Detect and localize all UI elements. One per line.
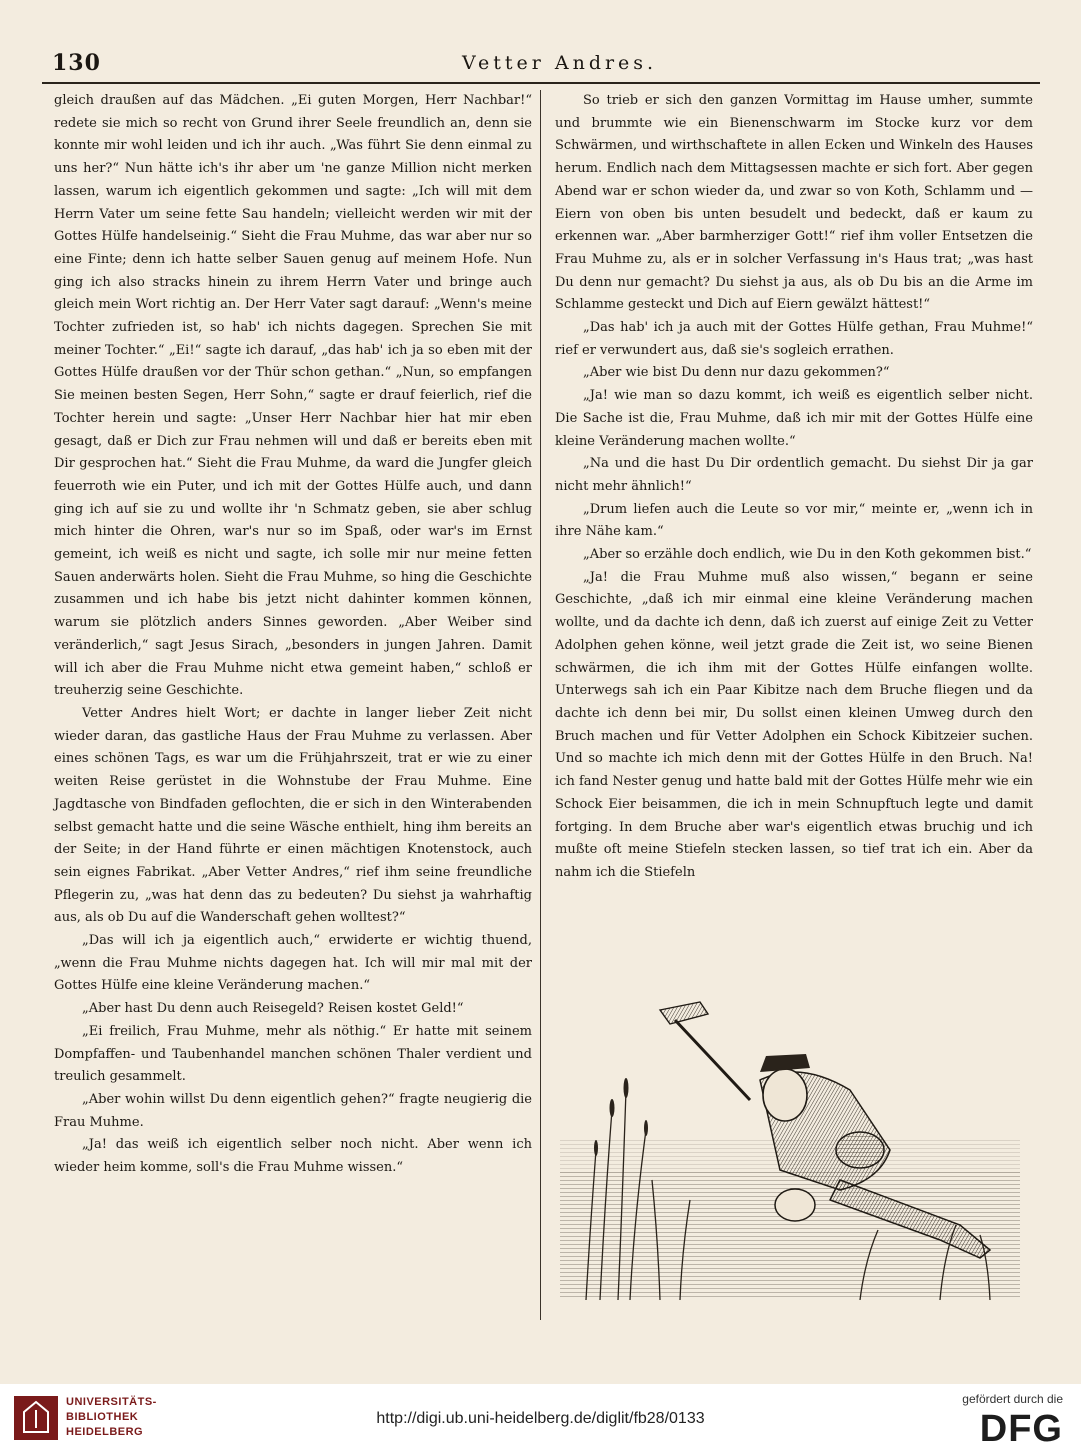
woodcut-illustration [560, 1000, 1020, 1300]
paragraph: „Ei freilich, Frau Muhme, mehr als nöthig.“ Er hatte mit seinem Dompfaffen- und Taubenhandel manchen schönen Thaler verdient und treulich gesammelt. [54, 1023, 532, 1085]
paragraph: „Das hab' ich ja auch mit der Gottes Hülfe gethan, Frau Muhme!“ rief er verwundert aus, daß sie's sogleich errathen. [555, 320, 1033, 358]
dfg-logo: DFG [979, 1408, 1063, 1450]
running-title: Vetter Andres. [462, 52, 658, 74]
header-rule [42, 82, 1040, 84]
institution-line: BIBLIOTHEK [66, 1411, 139, 1423]
paragraph: „Ja! die Frau Muhme muß also wissen,“ begann er seine Geschichte, „daß ich mir einmal eine kleine Veränderung machen wollte, und da dachte ich denn, daß ich zuerst auf einige Zeit zu Vetter Adolphen gehen könne, weil jetzt grade die Zeit ist, wo seine Bienen schwärmen, die ich ihm mit der Gottes Hülfe einfangen wollte. Unterwegs sah ich ein Paar Kibitze nach dem Bruche fliegen und da dachte ich denn bei mir, Du sollst einen kleinen Umweg durch den Bruch machen und für Vetter Adolphen ein Schock Kibitzeier suchen. Und so machte ich mich denn mit der Gottes Hülfe in den Bruch. Na! ich fand Nester genug und hatte bald mit der Gottes Hülfe mehr wie ein Schock Eier beisammen, die ich in mein Schnupftuch legte und damit fortging. In dem Bruche aber war's eigentlich etwas bruchig und ich mußte oft meine Stiefeln stecken lassen, so tief trat ich ein. Aber da nahm ich die Stiefeln [555, 569, 1033, 880]
library-footer [0, 1384, 1081, 1454]
page-number: 130 [52, 50, 101, 76]
paragraph: „Aber so erzähle doch endlich, wie Du in den Koth gekommen bist.“ [583, 547, 1032, 563]
column-divider [540, 90, 541, 1320]
left-column [54, 90, 532, 1180]
page-header [42, 44, 1042, 84]
paragraph: „Aber wie bist Du denn nur dazu gekommen?“ [583, 365, 890, 381]
right-column [555, 90, 1033, 885]
paragraph: gleich draußen auf das Mädchen. „Ei guten Morgen, Herr Nachbar!“ redete sie mich so recht von Grund ihrer Seele freundlich an, denn sie konnte mir wohl leiden und ich ihr auch. „Was führt Sie denn einmal zu uns her?“ Nun hätte ich's ihr aber um 'ne ganze Million nicht merken lassen, warum ich eigentlich gekommen und sagte: „Ich will mit dem Herrn Vater um seine fette Sau handeln; vielleicht werden wir mit der Gottes Hülfe handelseinig.“ Sieht die Frau Muhme, das war aber nur so eine Finte; denn ich hatte selber Sauen genug auf meinem Hofe. Nun ging ich also stracks hinein zu ihrem Herrn Vater und bringe auch gleich mein Wort richtig an. Der Herr Vater sagt darauf: „Wenn's meine Tochter zufrieden ist, so hab' ich nichts dagegen. Sprechen Sie mit meiner Tochter.“ „Ei!“ sagte ich darauf, „das hab' ich ja so eben mit der Gottes Hülfe draußen vor der Thür schon gethan.“ „Nun, so empfangen Sie meinen besten Segen, Herr Sohn,“ sagte er drauf feierlich, rief die Tochter herein und sagte: „Unser Herr Nachbar hier hat mir eben gesagt, daß er Dich zur Frau nehmen will und daß er bereits eben mit Dir gesprochen hat.“ Sieht die Frau Muhme, da ward die Jungfer gleich feuerroth wie ein Puter, und ich mit der Gottes Hülfe auch, und dann ging ich auf sie zu und wollte ihr 'n Schmatz geben, sie aber schlug mich hinter die Ohren, war's nur so im Spaß, oder war's im Ernst gemeint, ich weiß es nicht und sagte, ich solle mir nur meine fetten Sauen anderwärts holen. Sieht die Frau Muhme, so hing die Geschichte zusammen und ich habe bis jetzt nicht dahinter kommen können, warum sie plötzlich anders Sinnes geworden. „Aber Weiber sind veränderlich,“ sagt Jesus Sirach, „besonders in jungen Jahren. Damit will ich aber die Frau Muhme nicht etwa gemeint haben,“ schloß er treuherzig seine Geschichte. [54, 93, 532, 699]
paragraph: Vetter Andres hielt Wort; er dachte in langer lieber Zeit nicht wieder daran, das gastliche Haus der Frau Muhme zu verlassen. Aber eines schönen Tags, es war um die Frühjahrszeit, trat er wie zu einer weiten Reise gerüstet in die Wohnstube der Frau Muhme. Eine Jagdtasche von Bindfaden geflochten, die er sich in den Winterabenden selbst gemacht hatte und die seine Wäsche enthielt, hing ihm bereits an der Seite; in der Hand führte er einen mächtigen Knotenstock, auch sein eignes Fabrikat. „Aber Vetter Andres,“ rief ihm seine freundliche Pflegerin zu, „was hat denn das zu bedeuten? Du siehst ja wahrhaftig aus, als ob Du auf die Wanderschaft gehen wolltest?“ [54, 705, 532, 926]
paragraph: „Ja! das weiß ich eigentlich selber noch nicht. Aber wenn ich wieder heim komme, soll's die Frau Muhme wissen.“ [54, 1137, 532, 1176]
paragraph: „Ja! wie man so dazu kommt, ich weiß es eigentlich selber nicht. Die Sache ist die, Frau Muhme, daß ich mir mit der Gottes Hülfe eine kleine Veränderung machen wollte.“ [555, 388, 1033, 449]
paragraph: „Aber wohin willst Du denn eigentlich gehen?“ fragte neugierig die Frau Muhme. [54, 1091, 532, 1130]
paragraph: „Drum liefen auch die Leute so vor mir,“ meinte er, „wenn ich in ihre Nähe kam.“ [555, 501, 1033, 540]
document-url-link[interactable]: http://digi.ub.uni-heidelberg.de/diglit/fb28/0133 [376, 1410, 705, 1427]
paragraph: „Aber hast Du denn auch Reisegeld? Reisen kostet Geld!“ [82, 1001, 464, 1017]
institution-line: UNIVERSITÄTS- [66, 1396, 157, 1408]
paragraph: „Na und die hast Du Dir ordentlich gemacht. Du siehst Dir ja gar nicht mehr ähnlich!“ [555, 456, 1033, 494]
paragraph: So trieb er sich den ganzen Vormittag im Hause umher, summte und brummte wie ein Bienenschwarm im Stocke kurz vor dem Schwärmen, und wirthschaftete in allen Ecken und Winkeln des Hauses herum. Endlich nach dem Mittagsessen machte er sich fort. Aber gegen Abend war er schon wieder da, und zwar so von Koth, Schlamm und — Eiern von oben bis unten besudelt und bedeckt, daß er kaum zu erkennen war. „Aber barmherziger Gott!“ rief ihm voller Entsetzen die Frau Muhme zu, als er in solcher Verfassung in's Haus trat; „was hast Du denn nur gemacht? Du siehst ja aus, als ob Du bis an die Arme im Schlamme gesteckt und Dich auf Eiern gewälzt hättest!“ [555, 93, 1033, 313]
institution-line: HEIDELBERG [66, 1426, 144, 1438]
paragraph: „Das will ich ja eigentlich auch,“ erwiderte er wichtig thuend, „wenn die Frau Muhme nichts dagegen hat. Ich will mir mal mit der Gottes Hülfe eine kleine Veränderung machen.“ [54, 933, 532, 994]
funded-by-label: gefördert durch die [962, 1392, 1063, 1406]
